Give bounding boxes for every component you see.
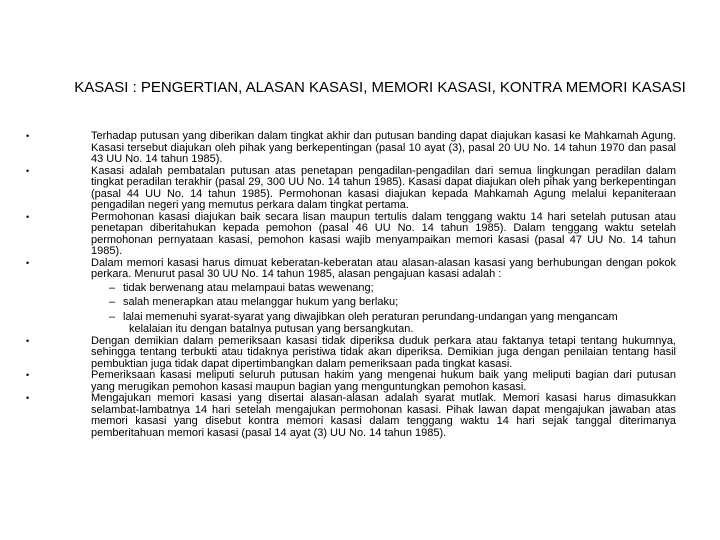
dash-icon: – bbox=[109, 310, 116, 323]
list-item bbox=[26, 370, 676, 393]
bullet-icon: • bbox=[26, 257, 30, 268]
dash-icon: – bbox=[109, 296, 116, 308]
sub-list-item bbox=[91, 295, 676, 310]
list-item-text: Terhadap putusan yang diberikan dalam tingkat akhir dan putusan banding dapat diajukan kasasi ke Mahkamah Agung. Kasasi tersebut diajukan oleh pihak yang berkepentingan (pasal 10 ayat (3), pasal 20 UU No. 14 tahun 1970 dan pasal 43 UU No. 14 tahun 1985). bbox=[91, 130, 676, 165]
list-item-text: Kasasi adalah pembatalan putusan atas penetapan pengadilan-pengadilan dari semua lingkungan peradilan dalam tingkat peradilan terakhir (pasal 29, 300 UU No. 14 tahun 1985). Kasasi dapat diajukan oleh pihak yang berkepentingan (pasal 44 UU No. 14 tahun 1985). Permohonan kasasi diajukan kepada Mahkamah Agung melalui kepaniteraan pengadilan negeri yang memutus perkara dalam tingkat pertama. bbox=[91, 164, 676, 211]
list-item-text: Permohonan kasasi diajukan baik secara lisan maupun tertulis dalam tenggang waktu 14 hari setelah putusan atau penetapan diberitahukan kepada pemohon (pasal 46 UU No. 14 tahun 1985). Dalam tenggang waktu setelah permohonan pernyataan kasasi, pemohon kasasi wajib menyampaikan memori kasasi (pasal 47 UU No. 14 tahun 1985). bbox=[91, 210, 676, 257]
list-item bbox=[26, 131, 676, 166]
sub-list-item-text: tidak berwenang atau melampaui batas wewenang; bbox=[123, 281, 374, 294]
list-item bbox=[26, 166, 676, 212]
bullet-icon: • bbox=[26, 131, 30, 141]
bullet-icon: • bbox=[26, 370, 30, 380]
sub-list-item bbox=[91, 281, 676, 296]
list-item-text: Dalam memori kasasi harus dimuat keberatan-keberatan atau alasan-alasan kasasi yang berhubungan dengan pokok perkara. Menurut pasal 30 UU No. 14 tahun 1985, alasan pengajuan kasasi adalah : bbox=[91, 256, 676, 280]
bullet-icon: • bbox=[26, 211, 30, 222]
list-item-text: Pemeriksaan kasasi meliputi seluruh putusan hakim yang mengenai hukum baik yang meliputi bagian dari putusan yang merugikan pemohon kasasi maupun bagian yang menguntungkan pemohon kasasi. bbox=[91, 369, 676, 393]
bullet-icon: • bbox=[26, 393, 30, 403]
list-item bbox=[26, 336, 676, 371]
list-item-text: Dengan demikian dalam pemeriksaan kasasi tidak diperiksa duduk perkara atau faktanya tetapi tentang hukumnya, sehingga tentang terbukti atau tidaknya peristiwa tidak akan diperiksa. Demikian juga dengan penilaian tentang hasil pembuktian juga tidak dapat dipertimbangkan dalam pemeriksaan pada tingkat kasasi. bbox=[91, 334, 676, 370]
sub-list-item-text: lalai memenuhi syarat-syarat yang diwajibkan oleh peraturan perundang-undangan yang mengancam bbox=[123, 310, 618, 323]
list-item bbox=[26, 258, 676, 336]
sub-list-item-continuation: kelalaian itu dengan batalnya putusan yang bersangkutan. bbox=[129, 323, 414, 335]
bullet-list bbox=[26, 131, 676, 439]
page-title: KASASI : PENGERTIAN, ALASAN KASASI, MEMORI KASASI, KONTRA MEMORI KASASI bbox=[74, 79, 686, 96]
list-item bbox=[26, 393, 676, 439]
list-item bbox=[26, 212, 676, 258]
dash-icon: – bbox=[109, 281, 116, 294]
bullet-icon: • bbox=[26, 335, 30, 346]
sub-list-item-text: salah menerapkan atau melanggar hukum yang berlaku; bbox=[123, 296, 399, 308]
sub-list-item bbox=[91, 310, 676, 325]
bullet-icon: • bbox=[26, 165, 30, 176]
list-item-text: Mengajukan memori kasasi yang disertai alasan-alasan adalah syarat mutlak. Memori kasasi harus dimasukkan selambat-lambatnya 14 hari setelah mengajukan permohonan kasasi. Pihak lawan dapat mengajukan jawaban atas memori kasasi yang disebut kontra memori kasasi dalam tenggang waktu 14 hari sejak tanggal diterimanya pemberitahuan memori kasasi (pasal 14 ayat (3) UU No. 14 tahun 1985). bbox=[91, 392, 676, 439]
